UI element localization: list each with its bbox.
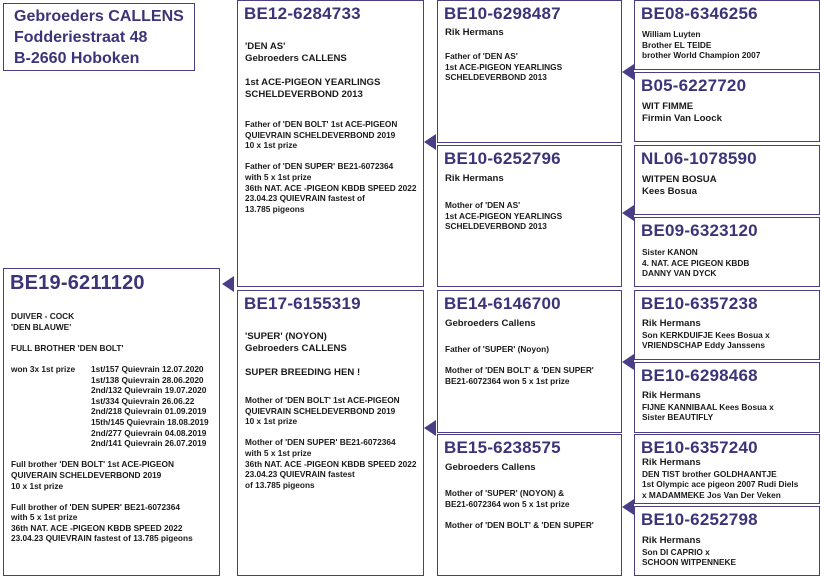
gp1-body — [445, 51, 562, 83]
gp2-line: Rik Hermans — [445, 173, 504, 184]
dam-line: Mother of 'DEN SUPER' BE21-6072364 — [245, 437, 396, 448]
prize-row — [11, 438, 209, 449]
dam-line: SUPER BREEDING HEN ! — [245, 367, 361, 378]
subject-details — [11, 311, 209, 544]
ggp6-card — [634, 362, 820, 433]
ggp5-line: Son KERKDUIFJE Kees Bosua x — [642, 329, 770, 340]
ggp7-line: x MADAMMEKE Jos Van Der Veken — [642, 489, 781, 500]
prize-row — [11, 375, 209, 386]
ggp4-line: Sister KANON — [642, 247, 698, 257]
gp2-card — [437, 145, 622, 287]
gp4-line — [445, 509, 594, 520]
gp3-ring: BE14-6146700 — [444, 294, 561, 313]
ggp4-ring: BE09-6323120 — [641, 221, 758, 240]
ggp6-ring: BE10-6298468 — [641, 366, 758, 385]
sire-line: with 5 x 1st prize — [245, 171, 312, 182]
connector-arrow — [622, 205, 634, 221]
gp1-line: 1st ACE-PIGEON YEARLINGS — [445, 61, 563, 72]
ggp2-line: WIT FIMME — [642, 101, 694, 112]
dam-line — [245, 427, 417, 438]
ggp7-details — [642, 458, 798, 500]
gp3-line: Mother of 'DEN BOLT' & 'DEN SUPER' — [445, 365, 594, 376]
ggp8-card — [634, 506, 820, 576]
prize-row — [11, 417, 209, 428]
dam-line: Mother of 'DEN BOLT' 1st ACE-PIGEON — [245, 395, 400, 405]
owner-box — [3, 3, 195, 71]
ggp7-line: Rik Hermans — [642, 457, 701, 468]
ggp5-line: VRIENDSCHAP Eddy Janssens — [642, 340, 765, 351]
ggp7-ring: BE10-6357240 — [641, 438, 758, 457]
subject-line: DUIVER - COCK — [11, 311, 75, 321]
ggp7-card — [634, 434, 820, 504]
prize-row — [11, 406, 209, 417]
ggp8-ring: BE10-6252798 — [641, 510, 758, 529]
prize-item: 15th/145 Quievrain 18.08.2019 — [91, 416, 209, 427]
gp1-head — [445, 27, 504, 39]
connector-arrow — [622, 499, 634, 515]
ggp1-line: Brother EL TEIDE — [642, 39, 712, 50]
gp2-head — [445, 173, 504, 185]
ggp8-details — [642, 536, 736, 568]
dam-line — [245, 355, 360, 367]
subject-card — [3, 268, 220, 576]
gp4-line: Gebroeders Callens — [445, 462, 536, 473]
gp1-line: SCHELDEVERBOND 2013 — [445, 72, 547, 83]
sire-card — [237, 0, 424, 287]
prize-row — [11, 428, 209, 439]
gp4-line: Mother of 'SUPER' (NOYON) & — [445, 488, 565, 498]
gp1-line: Father of 'DEN AS' — [445, 51, 518, 61]
ggp5-details — [642, 319, 770, 351]
sire-line: Father of 'DEN BOLT' 1st ACE-PIGEON — [245, 119, 398, 129]
ggp5-ring: BE10-6357238 — [641, 294, 758, 313]
ggp1-line: William Luyten — [642, 29, 701, 39]
ggp6-line: FIJNE KANNIBAAL Kees Bosua x — [642, 401, 774, 412]
gp3-body — [445, 344, 594, 386]
ggp3-line: Kees Bosua — [642, 186, 697, 197]
gp2-body — [445, 200, 562, 232]
sire-line — [245, 65, 380, 77]
prize-row — [11, 396, 209, 407]
ggp6-details — [642, 391, 774, 423]
ggp8-line: Son DI CAPRIO x — [642, 546, 710, 557]
prize-item: 2nd/277 Quievrain 04.08.2019 — [91, 427, 207, 438]
gp2-line: 1st ACE-PIGEON YEARLINGS — [445, 210, 563, 221]
subject-line: QUIVERAIN SCHELDEVERBOND 2019 — [11, 469, 162, 480]
dam-ring: BE17-6155319 — [244, 294, 361, 313]
gp3-line: Gebroeders Callens — [445, 318, 536, 329]
ggp3-line: WITPEN BOSUA — [642, 174, 717, 185]
prize-row — [11, 385, 209, 396]
subject-line — [11, 332, 209, 343]
ggp7-line: 1st Olympic ace pigeon 2007 Rudi Diels — [642, 479, 799, 490]
sire-head — [245, 41, 380, 101]
ggp2-ring: B05-6227720 — [641, 76, 747, 95]
ggp7-line: DEN TIST brother GOLDHAANTJE — [642, 468, 777, 479]
sire-body — [245, 119, 417, 214]
ggp6-line: Sister BEAUTIFLY — [642, 412, 714, 423]
gp4-line: Mother of 'DEN BOLT' & 'DEN SUPER' — [445, 519, 594, 530]
ggp3-ring: NL06-1078590 — [641, 149, 757, 168]
sire-line: QUIEVRAIN SCHELDEVERBOND 2019 — [245, 129, 396, 140]
connector-arrow — [424, 420, 436, 436]
ggp2-card — [634, 72, 820, 142]
ggp4-line: 4. NAT. ACE PIGEON KBDB — [642, 257, 750, 268]
owner-street: Fodderiestraat 48 — [14, 29, 148, 46]
sire-line: SCHELDEVERBOND 2013 — [245, 89, 363, 100]
dam-line: 'SUPER' (NOYON) — [245, 331, 327, 342]
sire-line — [245, 151, 417, 162]
connector-arrow — [622, 354, 634, 370]
dam-head — [245, 331, 360, 379]
gp3-head — [445, 318, 536, 330]
subject-line: 36th NAT. ACE -PIGEON KBDB SPEED 2022 — [11, 522, 183, 533]
ggp3-card — [634, 145, 820, 215]
dam-line: with 5 x 1st prize — [245, 447, 312, 458]
subject-line: Full brother 'DEN BOLT' 1st ACE-PIGEON — [11, 459, 174, 470]
dam-line: 36th NAT. ACE -PIGEON KBDB SPEED 2022 — [245, 458, 417, 469]
ggp8-line: SCHOON WITPENNEKE — [642, 557, 737, 568]
sire-line: 23.04.23 QUIEVRAIN fastest of — [245, 193, 365, 204]
prize-item: 1st/157 Quievrain 12.07.2020 — [91, 363, 204, 374]
ggp4-line: DANNY VAN DYCK — [642, 268, 717, 279]
connector-arrow — [622, 64, 634, 80]
gp4-body — [445, 488, 594, 530]
gp2-line: SCHELDEVERBOND 2013 — [445, 221, 547, 232]
subject-line — [11, 491, 209, 502]
gp2-line: Mother of 'DEN AS' — [445, 200, 521, 210]
gp1-card — [437, 0, 622, 143]
prize-label: won 3x 1st prize — [11, 363, 76, 374]
ggp1-card — [634, 0, 820, 70]
ggp6-line: Rik Hermans — [642, 390, 701, 401]
gp4-ring: BE15-6238575 — [444, 438, 561, 457]
gp3-line: BE21-6072364 won 5 x 1st prize — [445, 375, 570, 386]
dam-line: 10 x 1st prize — [245, 416, 298, 427]
subject-line: FULL BROTHER 'DEN BOLT' — [11, 342, 124, 353]
subject-line: with 5 x 1st prize — [11, 512, 78, 523]
gp3-line: Father of 'SUPER' (Noyon) — [445, 344, 549, 354]
prize-item: 2nd/141 Quievrain 26.07.2019 — [91, 438, 207, 449]
connector-arrow — [424, 134, 436, 150]
prize-row — [11, 364, 209, 375]
subject-ring: BE19-6211120 — [10, 272, 145, 294]
ggp1-ring: BE08-6346256 — [641, 4, 758, 23]
gp3-line — [445, 355, 594, 366]
dam-line: 23.04.23 QUIEVRAIN fastest — [245, 469, 355, 480]
sire-line: Gebroeders CALLENS — [245, 53, 347, 64]
gp4-head — [445, 462, 536, 474]
gp4-card — [437, 434, 622, 576]
ggp2-details — [642, 101, 722, 125]
sire-ring: BE12-6284733 — [244, 4, 361, 23]
dam-body — [245, 395, 417, 490]
gp3-card — [437, 290, 622, 433]
ggp5-line: Rik Hermans — [642, 318, 701, 329]
dam-line: QUIEVRAIN SCHELDEVERBOND 2019 — [245, 405, 396, 416]
sire-line: 36th NAT. ACE -PIGEON KBDB SPEED 2022 — [245, 182, 417, 193]
ggp1-line: brother World Champion 2007 — [642, 50, 761, 61]
sire-line: 13.785 pigeons — [245, 203, 305, 214]
prize-item: 1st/138 Quievrain 28.06.2020 — [91, 374, 204, 385]
dam-line: of 13.785 pigeons — [245, 479, 315, 490]
ggp4-details — [642, 247, 749, 279]
sire-line: 1st ACE-PIGEON YEARLINGS — [245, 77, 381, 88]
prize-item: 2nd/132 Quievrain 19.07.2020 — [91, 385, 207, 396]
gp1-ring: BE10-6298487 — [444, 4, 561, 23]
gp4-line: BE21-6072364 won 5 x 1st prize — [445, 498, 570, 509]
subject-line: 10 x 1st prize — [11, 480, 64, 491]
dam-line: Gebroeders CALLENS — [245, 343, 347, 354]
sire-line: 10 x 1st prize — [245, 140, 298, 151]
dam-card — [237, 290, 424, 576]
connector-arrow — [222, 276, 234, 292]
ggp5-card — [634, 290, 820, 360]
owner-name: Gebroeders CALLENS — [14, 8, 184, 25]
gp1-line: Rik Hermans — [445, 27, 504, 38]
prize-item: 1st/334 Quievrain 26.06.22 — [91, 395, 195, 406]
ggp4-card — [634, 217, 820, 287]
prize-item: 2nd/218 Quievrain 01.09.2019 — [91, 406, 207, 417]
ggp8-line: Rik Hermans — [642, 535, 701, 546]
gp2-ring: BE10-6252796 — [444, 149, 561, 168]
sire-line: 'DEN AS' — [245, 41, 286, 52]
owner-city: B-2660 Hoboken — [14, 50, 140, 67]
ggp3-details — [642, 174, 717, 198]
sire-line: Father of 'DEN SUPER' BE21-6072364 — [245, 161, 394, 172]
ggp1-details — [642, 29, 760, 61]
subject-line: 'DEN BLAUWE' — [11, 321, 72, 332]
ggp2-line: Firmin Van Loock — [642, 113, 722, 124]
subject-line: Full brother of 'DEN SUPER' BE21-6072364 — [11, 501, 181, 512]
subject-line: 23.04.23 QUIEVRAIN fastest of 13.785 pigeons — [11, 533, 193, 544]
